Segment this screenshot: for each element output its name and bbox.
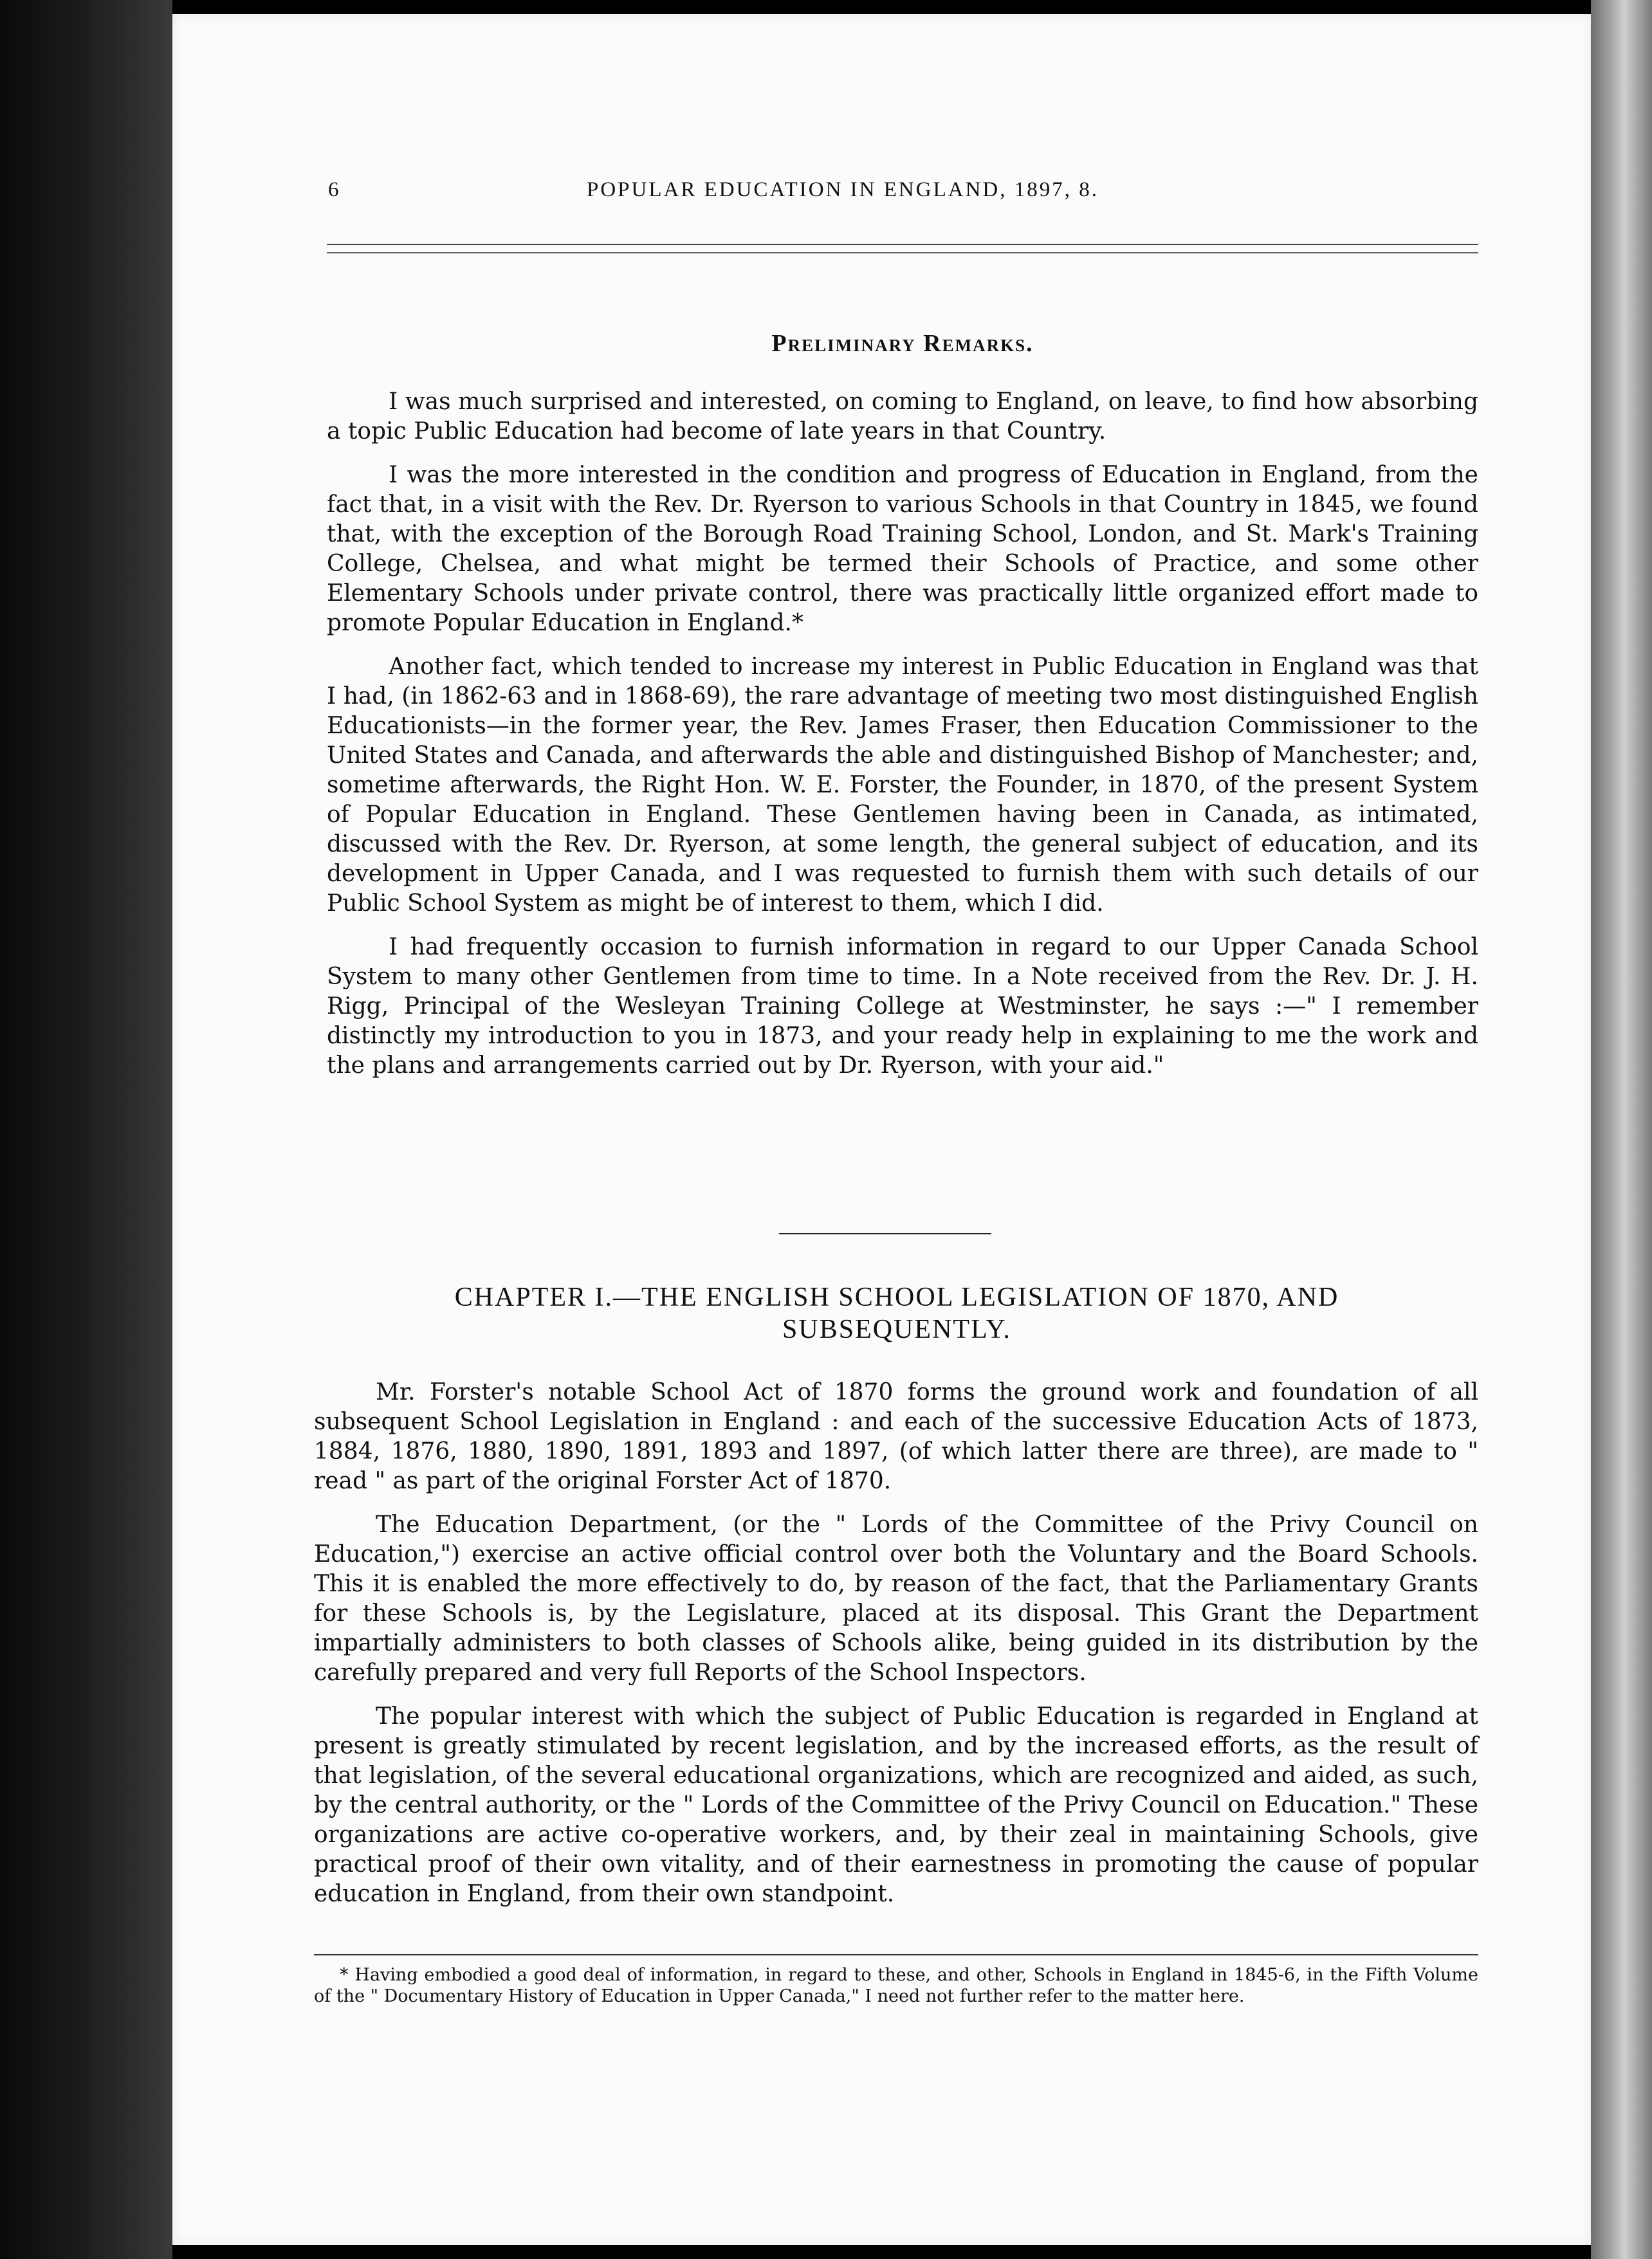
running-head — [328, 178, 1383, 210]
chapter-heading-line: SUBSEQUENTLY. — [782, 1315, 1011, 1344]
page-number: 6 — [328, 178, 341, 201]
section-divider — [779, 1233, 991, 1234]
preliminary-remarks — [327, 387, 1478, 1095]
running-title: POPULAR EDUCATION IN ENGLAND, 1897, 8. — [587, 178, 1099, 201]
paragraph: I was the more interested in the condition and progress of Education in England, from the fact that, in a visit with the Rev. Dr. Ryerson to various Schools in that Country in 1845, we found that, with the exception of the Borough Road Training School, London, and St. Mark's Training College, Chelsea, and what might be termed their Schools of Practice, and some other Elementary Schools under private control, there was practically little organized effort made to promote Popular Education in England.* — [327, 462, 1478, 636]
header-rule-secondary — [327, 252, 1478, 253]
paragraph: The Education Department, (or the " Lords of the Committee of the Privy Council on Education,") exercise an active official control over both the Voluntary and the Board Schools. This it is enabled the more effectively to do, by reason of the fact, that the Parliamentary Grants for these Schools is, by the Legislature, placed at its disposal. This Grant the Department impartially administers to both classes of Schools alike, being guided in its distribution by the carefully prepared and very full Reports of the School Inspectors. — [314, 1512, 1478, 1686]
page-edge — [1591, 0, 1652, 2259]
book-page — [172, 14, 1591, 2245]
paragraph: Mr. Forster's notable School Act of 1870 forms the ground work and foundation of all subsequent School Legislation in England : and each of the successive Education Acts of 1873, 1884, 1876, 1880, 1890, 1891, 1893 and 1897, (of which latter there are three), are made to " read " as part of the original Forster Act of 1870. — [314, 1379, 1478, 1494]
paragraph: Another fact, which tended to increase my interest in Public Education in England was that I had, (in 1862-63 and in 1868-69), the rare advantage of meeting two most distinguished English Educationists—in the former year, the Rev. James Fraser, then Education Commissioner to the United States and Canada, and afterwards the able and distinguished Bishop of Manchester; and, sometime afterwards, the Right Hon. W. E. Forster, the Founder, in 1870, of the present System of Popular Education in England. These Gentlemen having been in Canada, as intimated, discussed with the Rev. Dr. Ryerson, at some length, the general subject of education, and its development in Upper Canada, and I was requested to furnish them with such details of our Public School System as might be of interest to them, which I did. — [327, 654, 1478, 917]
section-heading: Preliminary Remarks. — [771, 330, 1034, 357]
paragraph: The popular interest with which the subject of Public Education is regarded in England at present is greatly stimulated by recent legislation, and by the increased efforts, as the result of that legislation, of the several educational organizations, which are recognized and aided, as such, by the central authority, or the " Lords of the Committee of the Privy Council on Education." These organizations are active co-operative workers, and, by their zeal in maintaining Schools, give practical proof of their own vitality, and of their earnestness in promoting the cause of popular education in England, from their own standpoint. — [314, 1703, 1478, 1907]
chapter-heading-line: CHAPTER I.—THE ENGLISH SCHOOL LEGISLATION OF 1870, AND — [454, 1283, 1339, 1312]
footnote-rule — [314, 1954, 1478, 1955]
footnote — [314, 1964, 1478, 2007]
footnote-text: * Having embodied a good deal of information, in regard to these, and other, Schools in England in 1845-6, in the Fifth Volume of the " Documentary History of Education in Upper Canada," I need not further refer to the matter here. — [314, 1965, 1478, 2006]
header-rule — [327, 244, 1478, 245]
paragraph: I had frequently occasion to furnish information in regard to our Upper Canada School System to many other Gentlemen from time to time. In a Note received from the Rev. Dr. J. H. Rigg, Principal of the Wesleyan Training College at Westminster, he says :—" I remember distinctly my introduction to you in 1873, and your ready help in explaining to me the work and the plans and arrangements carried out by Dr. Ryerson, with your aid." — [327, 934, 1478, 1079]
paragraph: I was much surprised and interested, on coming to England, on leave, to find how absorbing a topic Public Education had become of late years in that Country. — [327, 389, 1478, 444]
chapter-heading — [315, 1281, 1478, 1346]
binding-shadow — [0, 0, 172, 2259]
chapter-body — [314, 1378, 1478, 1923]
